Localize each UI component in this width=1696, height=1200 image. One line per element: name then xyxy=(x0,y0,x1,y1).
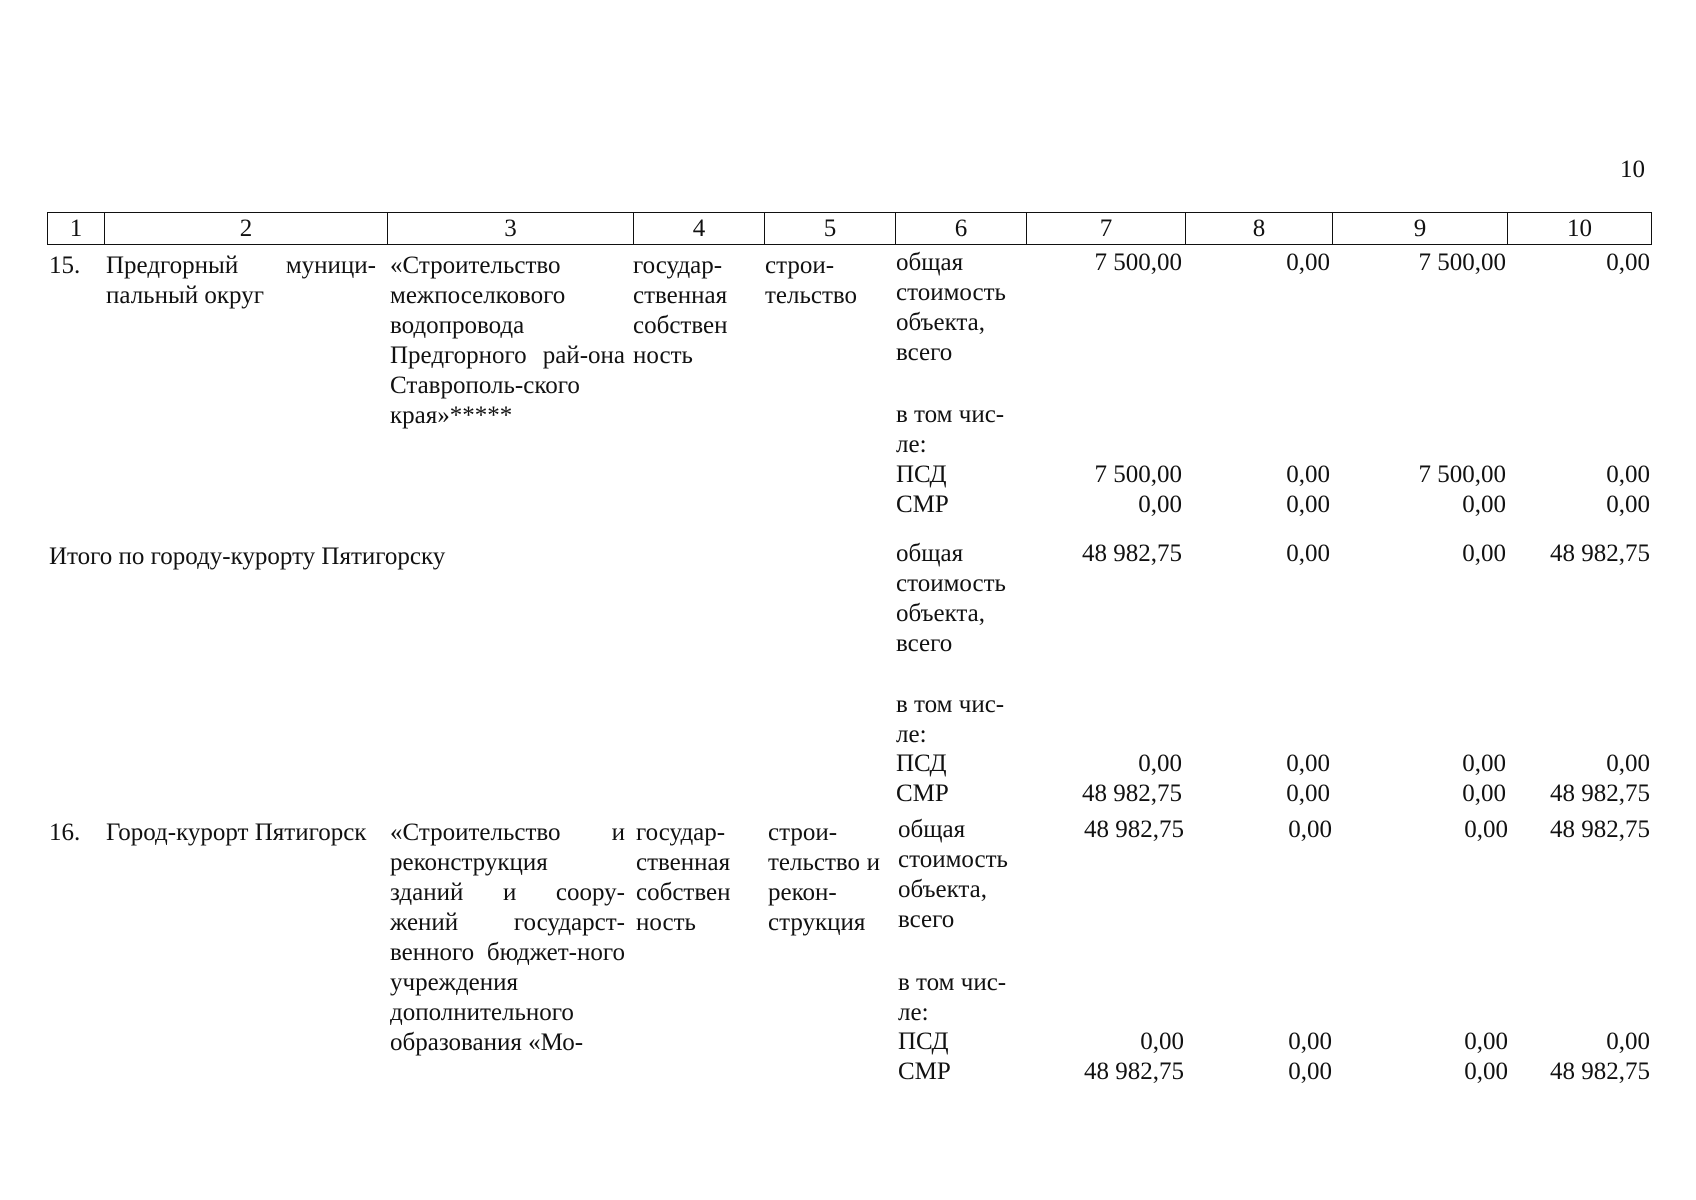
column-header-7: 7 xyxy=(1027,213,1186,245)
work-type: строи-тельство xyxy=(765,252,858,309)
including-label: в том чис-ле: xyxy=(898,969,1007,1026)
smr-col7: 48 982,75 xyxy=(1082,780,1182,807)
psd-label: ПСД xyxy=(896,750,947,777)
psd-col7: 0,00 xyxy=(1140,1028,1184,1055)
psd-col8: 0,00 xyxy=(1286,461,1330,488)
column-header-5: 5 xyxy=(765,213,896,245)
object-name: «Строительство и реконструкция зданий и соору-жений государст-венного бюджет-ного учреждения дополнительного образования «Мо- xyxy=(390,819,625,1056)
ownership-type: государ-ственная собствен ность xyxy=(633,252,728,369)
total-cost-label: общая стоимость объекта, всего xyxy=(896,540,1006,657)
column-header-3: 3 xyxy=(388,213,634,245)
total-cost-label: общая стоимость объекта, всего xyxy=(898,816,1008,933)
psd-col8: 0,00 xyxy=(1288,1028,1332,1055)
total-col9: 0,00 xyxy=(1462,540,1506,567)
smr-col9: 0,00 xyxy=(1462,491,1506,518)
smr-col7: 0,00 xyxy=(1138,491,1182,518)
page-number: 10 xyxy=(1620,156,1645,183)
smr-col10: 48 982,75 xyxy=(1550,780,1650,807)
column-header-1: 1 xyxy=(48,213,105,245)
psd-col10: 0,00 xyxy=(1606,1028,1650,1055)
smr-col9: 0,00 xyxy=(1462,780,1506,807)
including-label: в том чис-ле: xyxy=(896,691,1005,748)
column-header-2: 2 xyxy=(105,213,388,245)
smr-label: СМР xyxy=(896,780,949,807)
smr-col7: 48 982,75 xyxy=(1084,1058,1184,1085)
total-col8: 0,00 xyxy=(1288,816,1332,843)
total-col8: 0,00 xyxy=(1286,540,1330,567)
total-col10: 0,00 xyxy=(1606,249,1650,276)
column-number-header xyxy=(47,212,1652,245)
psd-label: ПСД xyxy=(896,461,947,488)
psd-col10: 0,00 xyxy=(1606,750,1650,777)
object-name: «Строительство межпоселкового водопровода Предгорного рай-она Ставрополь-ского края»***** xyxy=(390,252,625,429)
psd-col10: 0,00 xyxy=(1606,461,1650,488)
total-col9: 0,00 xyxy=(1464,816,1508,843)
total-cost-label: общая стоимость объекта, всего xyxy=(896,249,1006,366)
smr-label: СМР xyxy=(896,491,949,518)
column-header-10: 10 xyxy=(1508,213,1652,245)
smr-col10: 48 982,75 xyxy=(1550,1058,1650,1085)
psd-col9: 0,00 xyxy=(1462,750,1506,777)
including-label: в том чис-ле: xyxy=(896,401,1005,458)
total-col8: 0,00 xyxy=(1286,249,1330,276)
row-index: 15. xyxy=(49,252,81,279)
psd-col7: 0,00 xyxy=(1138,750,1182,777)
smr-col10: 0,00 xyxy=(1606,491,1650,518)
column-header-4: 4 xyxy=(634,213,765,245)
ownership-type: государ-ственная собствен ность xyxy=(636,819,731,936)
psd-col9: 7 500,00 xyxy=(1418,461,1506,488)
summary-label: Итого по городу-курорту Пятигорску xyxy=(49,543,446,570)
psd-col9: 0,00 xyxy=(1464,1028,1508,1055)
psd-col7: 7 500,00 xyxy=(1094,461,1182,488)
column-header-8: 8 xyxy=(1186,213,1333,245)
smr-col9: 0,00 xyxy=(1464,1058,1508,1085)
total-col7: 48 982,75 xyxy=(1082,540,1182,567)
smr-label: СМР xyxy=(898,1058,951,1085)
smr-col8: 0,00 xyxy=(1286,491,1330,518)
municipality-name: Предгорный муници-пальный округ xyxy=(106,252,376,309)
municipality-name: Город-курорт Пятигорск xyxy=(106,819,367,846)
smr-col8: 0,00 xyxy=(1288,1058,1332,1085)
total-col9: 7 500,00 xyxy=(1418,249,1506,276)
total-col7: 48 982,75 xyxy=(1084,816,1184,843)
total-col10: 48 982,75 xyxy=(1550,816,1650,843)
total-col7: 7 500,00 xyxy=(1094,249,1182,276)
smr-col8: 0,00 xyxy=(1286,780,1330,807)
row-index: 16. xyxy=(49,819,81,846)
psd-col8: 0,00 xyxy=(1286,750,1330,777)
column-header-9: 9 xyxy=(1333,213,1508,245)
work-type: строи-тельство и рекон-струкция xyxy=(768,819,880,936)
psd-label: ПСД xyxy=(898,1028,949,1055)
column-header-6: 6 xyxy=(896,213,1027,245)
total-col10: 48 982,75 xyxy=(1550,540,1650,567)
